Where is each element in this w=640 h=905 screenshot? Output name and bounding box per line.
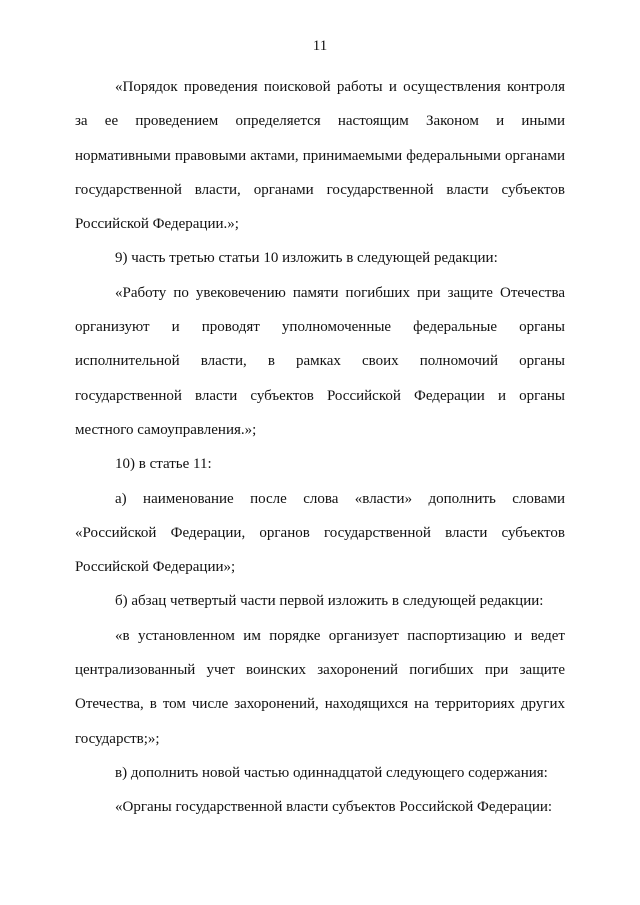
paragraph-subitem-v: в) дополнить новой частью одиннадцатой следующего содержания: (115, 764, 548, 781)
paragraph-memory-work: «Работу по увековечению памяти погибших при защите Отечества организуют и проводят уполномоченные федеральные органы исполнительной власти, в рамках своих полномочий органы государственной власти субъектов Российской Федерации и органы местного самоуправления.»; (75, 284, 565, 438)
page-number: 11 (312, 38, 328, 54)
paragraph-item-10: 10) в статье 11: (115, 456, 212, 473)
paragraph-subitem-a: а) наименование после слова «власти» дополнить словами «Российской Федерации, органов государственной власти субъектов Российской Федерации»; (75, 490, 565, 576)
paragraph-subitem-b: б) абзац четвертый части первой изложить в следующей редакции: (115, 593, 544, 610)
paragraph-item-9: 9) часть третью статьи 10 изложить в следующей редакции: (115, 250, 498, 267)
paragraph-passportization: «в установленном им порядке организует паспортизацию и ведет централизованный учет воинских захоронений погибших при защите Отечества, в том числе захоронений, находящихся на территориях других государств;»; (75, 627, 565, 747)
document-body (75, 70, 565, 825)
paragraph-regional-authorities: «Органы государственной власти субъектов Российской Федерации: (115, 799, 553, 816)
paragraph-search-work-procedure: «Порядок проведения поисковой работы и осуществления контроля за ее проведением определяется настоящим Законом и иными нормативными правовыми актами, принимаемыми федеральными органами государственной власти, органами государственной власти субъектов Российской Федерации.»; (75, 79, 565, 233)
